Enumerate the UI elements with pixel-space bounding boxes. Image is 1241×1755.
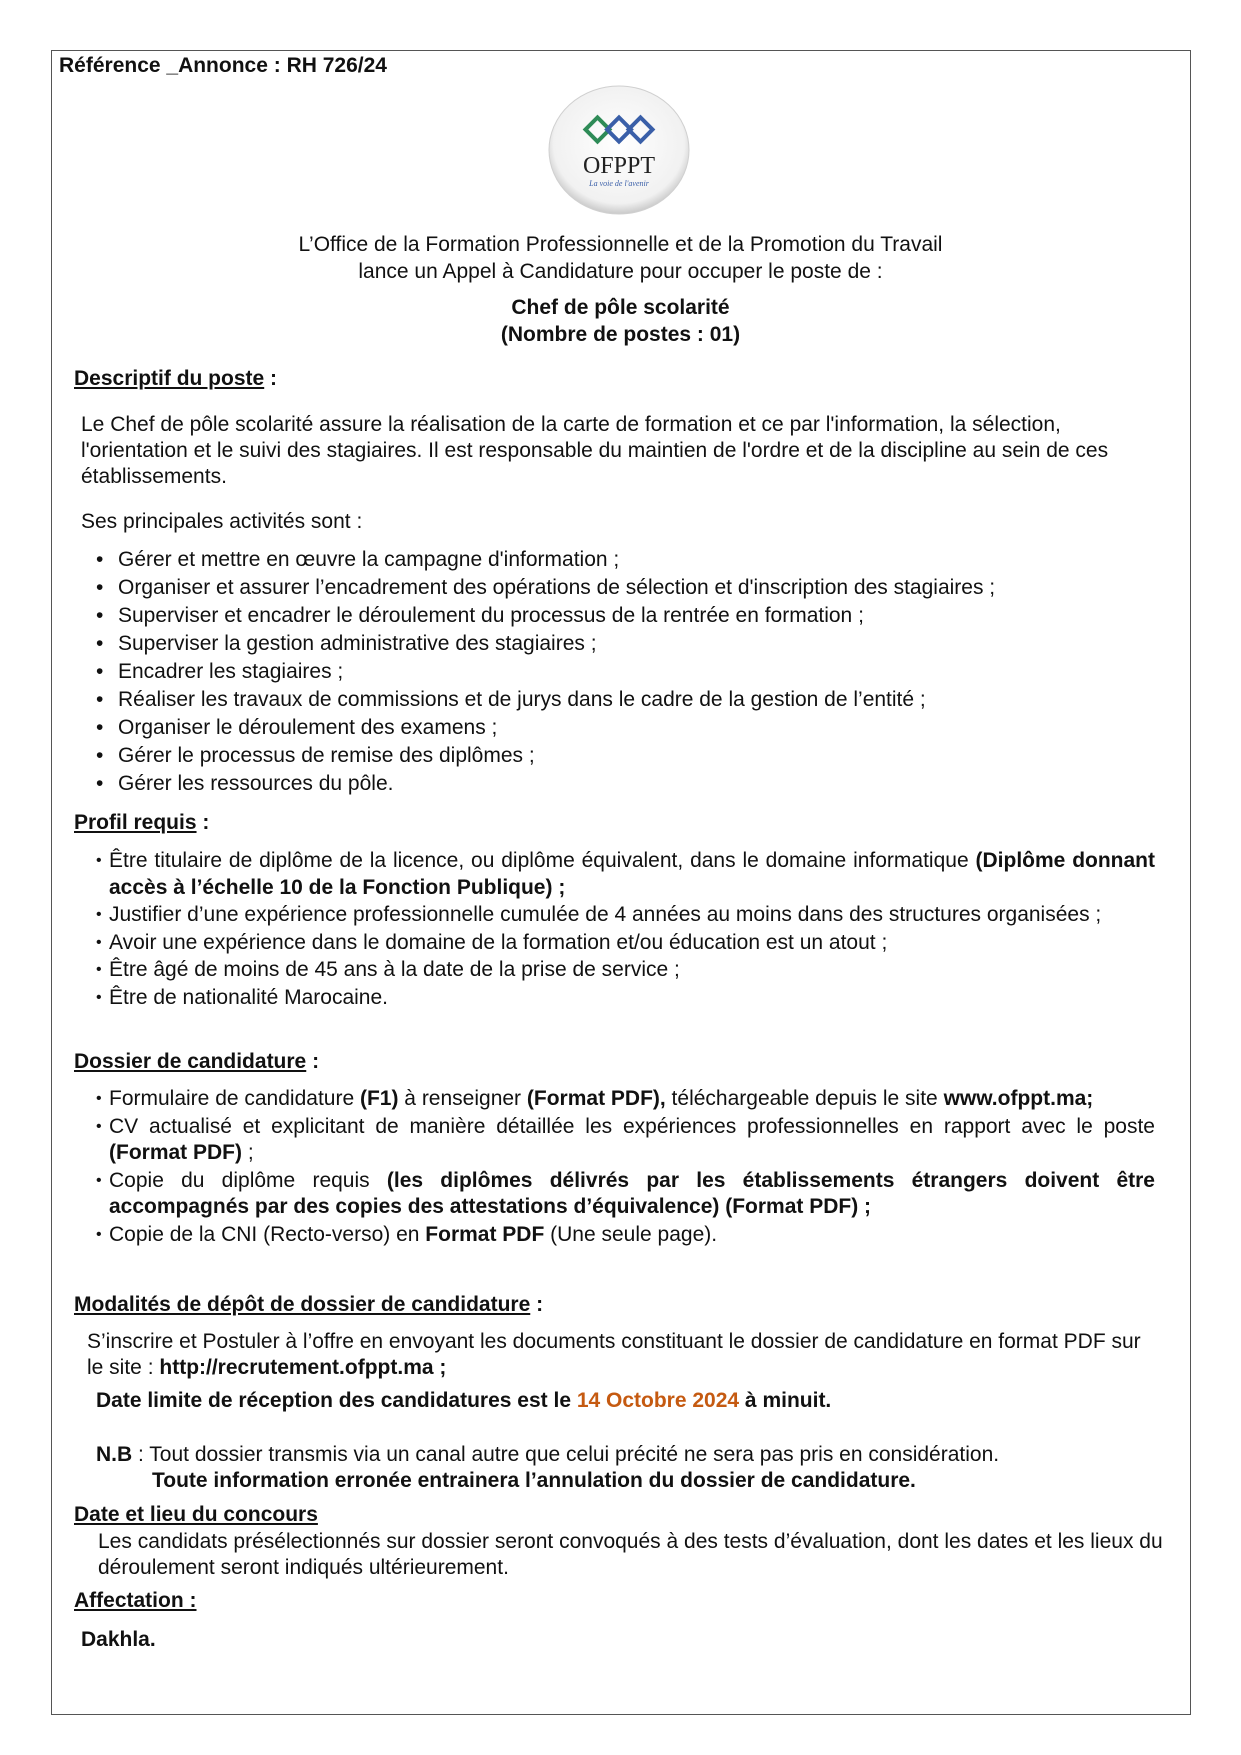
modalites-heading: Modalités de dépôt de dossier de candidature :	[74, 1293, 544, 1316]
profile-list	[109, 848, 1155, 1012]
list-item: • Organiser le déroulement des examens ;	[118, 714, 995, 742]
concours-heading: Date et lieu du concours	[74, 1503, 318, 1526]
nb-warning: Toute information erronée entrainera l’annulation du dossier de candidature.	[152, 1469, 916, 1492]
list-item: • Être âgé de moins de 45 ans à la date de la prise de service ;	[109, 957, 1155, 984]
list-item: • Organiser et assurer l’encadrement des opérations de sélection et d'inscription des stagiaires ;	[118, 574, 995, 602]
list-item: • Formulaire de candidature (F1) à renseigner (Format PDF), téléchargeable depuis le site www.ofppt.ma;	[109, 1086, 1155, 1113]
svg-text:La voie de l'avenir: La voie de l'avenir	[589, 179, 649, 188]
modalites-text: S’inscrire et Postuler à l’offre en envoyant les documents constituant le dossier de candidature en format PDF sur le site : http://recrutement.ofppt.ma ;	[87, 1330, 1141, 1379]
reference-number: Référence _Annonce : RH 726/24	[59, 54, 387, 77]
concours-text: Les candidats présélectionnés sur dossier seront convoqués à des tests d’évaluation, dont les dates et les lieux du déroulement seront indiqués ultérieurement.	[98, 1530, 1163, 1579]
dossier-heading: Dossier de candidature :	[74, 1050, 320, 1073]
list-item: • Gérer les ressources du pôle.	[118, 770, 995, 798]
list-item: • Gérer le processus de remise des diplômes ;	[118, 742, 995, 770]
profile-heading: Profil requis :	[74, 811, 210, 834]
list-item: • Gérer et mettre en œuvre la campagne d'information ;	[118, 546, 995, 574]
activities-list	[118, 546, 995, 798]
activities-intro: Ses principales activités sont :	[81, 510, 363, 533]
description-text: Le Chef de pôle scolarité assure la réalisation de la carte de formation et ce par l'information, la sélection, l'orientation et le suivi des stagiaires. Il est responsable du maintien de l'ordre et de la discipline au sein de ces établissements.	[81, 413, 1109, 488]
list-item: • Réaliser les travaux de commissions et de jurys dans le cadre de la gestion de l’entité ;	[118, 686, 995, 714]
list-item: • Copie du diplôme requis (les diplômes délivrés par les établissements étrangers doivent être accompagnés par des copies des attestations d’équivalence) (Format PDF) ;	[109, 1168, 1155, 1221]
svg-text:OFPPT: OFPPT	[582, 153, 656, 179]
dossier-list	[109, 1086, 1155, 1249]
affectation-place: Dakhla.	[81, 1628, 156, 1651]
list-item: • Être de nationalité Marocaine.	[109, 985, 1155, 1012]
list-item: • CV actualisé et explicitant de manière détaillée les expériences professionnelles en rapport avec le poste (Format PDF) ;	[109, 1114, 1155, 1167]
ofppt-logo	[546, 83, 692, 217]
job-title: Chef de pôle scolarité	[511, 296, 730, 319]
list-item: • Avoir une expérience dans le domaine de la formation et/ou éducation est un atout ;	[109, 930, 1155, 957]
list-item: • Copie de la CNI (Recto-verso) en Format PDF (Une seule page).	[109, 1222, 1155, 1249]
list-item: • Être titulaire de diplôme de la licence, ou diplôme équivalent, dans le domaine informatique (Diplôme donnant accès à l’échelle 10 de la Fonction Publique) ;	[109, 848, 1155, 901]
affectation-heading: Affectation :	[74, 1589, 197, 1612]
description-heading: Descriptif du poste :	[74, 367, 278, 390]
list-item: • Superviser et encadrer le déroulement du processus de la rentrée en formation ;	[118, 602, 995, 630]
list-item: • Encadrer les stagiaires ;	[118, 658, 995, 686]
job-count: (Nombre de postes : 01)	[500, 323, 741, 346]
list-item: • Justifier d’une expérience professionnelle cumulée de 4 années au moins dans des structures organisées ;	[109, 902, 1155, 929]
intro-line-2: lance un Appel à Candidature pour occuper le poste de :	[358, 260, 883, 283]
nb-note: N.B : Tout dossier transmis via un canal autre que celui précité ne sera pas pris en considération.	[96, 1443, 1000, 1466]
list-item: • Superviser la gestion administrative des stagiaires ;	[118, 630, 995, 658]
intro-line-1: L’Office de la Formation Professionnelle et de la Promotion du Travail	[298, 233, 943, 256]
deadline: Date limite de réception des candidatures est le 14 Octobre 2024 à minuit.	[96, 1389, 832, 1412]
